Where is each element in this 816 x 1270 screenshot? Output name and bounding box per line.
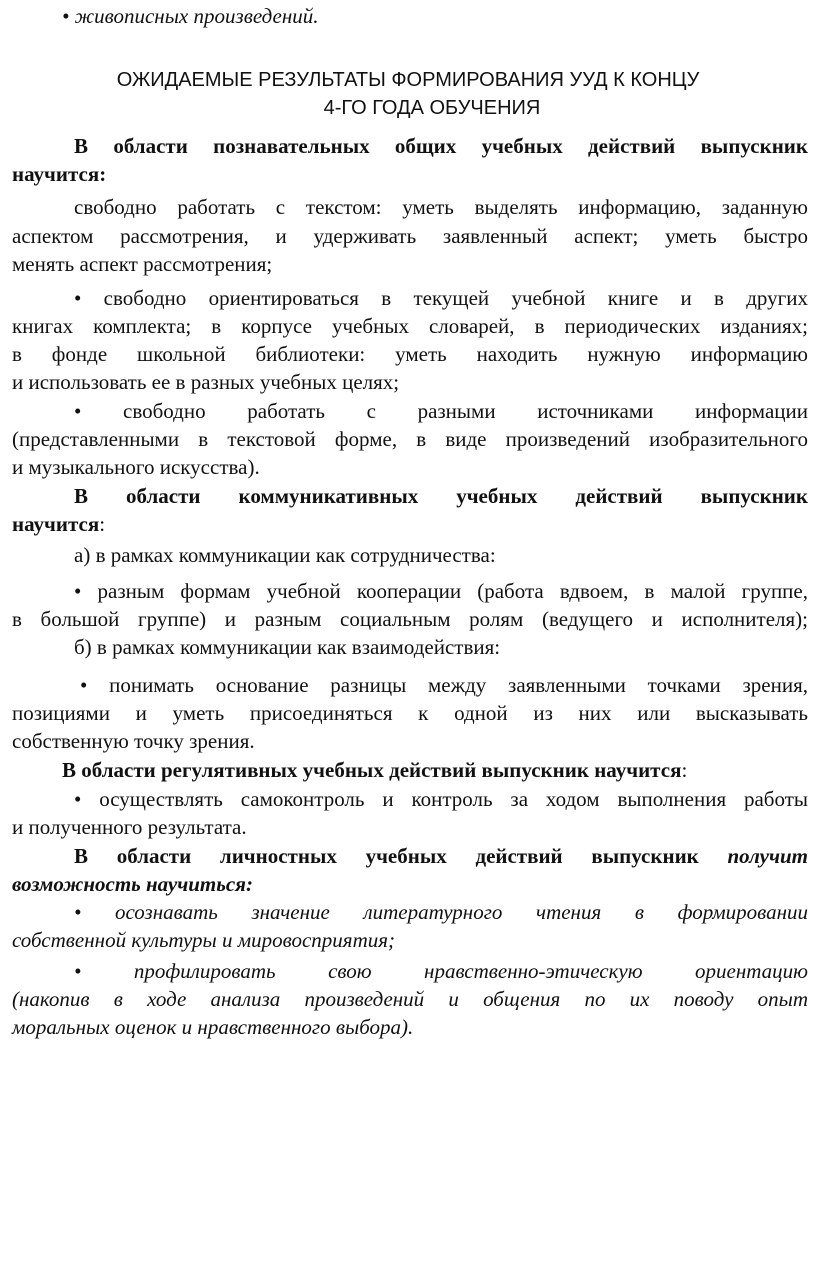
paragraph-line: менять аспект рассмотрения; (12, 252, 273, 276)
regulatory-heading: В области регулятивных учебных действий выпускник научится: (62, 758, 688, 782)
bullet-line: • профилировать свою нравственно-этическую ориентацию (74, 959, 808, 983)
bullet-line: • осуществлять самоконтроль и контроль за ходом выполнения работы (74, 787, 808, 811)
paragraph-line: книгах комплекта; в корпусе учебных словарей, в периодических изданиях; (12, 314, 808, 338)
paragraph-line: позициями и уметь присоединяться к одной из них или высказывать (12, 701, 808, 725)
paragraph-line: аспектом рассмотрения, и удерживать заявленный аспект; уметь быстро (12, 224, 808, 248)
paragraph-line: моральных оценок и нравственного выбора). (12, 1015, 414, 1039)
cognitive-heading-end: научится: (12, 162, 107, 186)
paragraph-line: (накопив в ходе анализа произведений и общения по их поводу опыт (12, 987, 808, 1011)
bullet-line: • свободно работать с разными источниками информации (74, 399, 808, 423)
paragraph-line: собственной культуры и мировосприятия; (12, 928, 395, 952)
paragraph-line: и музыкального искусства). (12, 455, 260, 479)
paragraph-line: собственную точку зрения. (12, 729, 255, 753)
paragraph-line: и полученного результата. (12, 815, 247, 839)
cognitive-heading: В области познавательных общих учебных действий выпускник (74, 134, 808, 158)
list-item-tail: • живописных произведений. (62, 4, 319, 28)
communicative-heading-end: научится: (12, 512, 106, 536)
personal-heading: В области личностных учебных действий выпускник получит (74, 844, 809, 868)
section-title-line2: 4-ГО ГОДА ОБУЧЕНИЯ (323, 97, 541, 119)
paragraph-line: свободно работать с текстом: уметь выделять информацию, заданную (74, 195, 808, 219)
paragraph-line: (представленными в текстовой форме, в виде произведений изобразительного (12, 427, 808, 451)
personal-heading-end: возможность научиться: (12, 872, 253, 896)
section-title-line1: ОЖИДАЕМЫЕ РЕЗУЛЬТАТЫ ФОРМИРОВАНИЯ УУД К КОНЦУ (116, 69, 700, 91)
bullet-line: • разным формам учебной кооперации (работа вдвоем, в малой группе, (74, 579, 808, 603)
subsection-label: б) в рамках коммуникации как взаимодействия: (74, 635, 501, 659)
communicative-heading: В области коммуникативных учебных действий выпускник (74, 484, 808, 508)
bullet-line: • понимать основание разницы между заявленными точками зрения, (80, 673, 808, 697)
bullet-line: • свободно ориентироваться в текущей учебной книге и в других (74, 286, 808, 310)
paragraph-line: в большой группе) и разным социальным ролям (ведущего и исполнителя); (12, 607, 808, 631)
subsection-label: а) в рамках коммуникации как сотрудничества: (74, 543, 496, 567)
paragraph-line: и использовать ее в разных учебных целях; (12, 370, 400, 394)
paragraph-line: в фонде школьной библиотеки: уметь находить нужную информацию (12, 342, 808, 366)
bullet-line: • осознавать значение литературного чтения в формировании (74, 900, 808, 924)
